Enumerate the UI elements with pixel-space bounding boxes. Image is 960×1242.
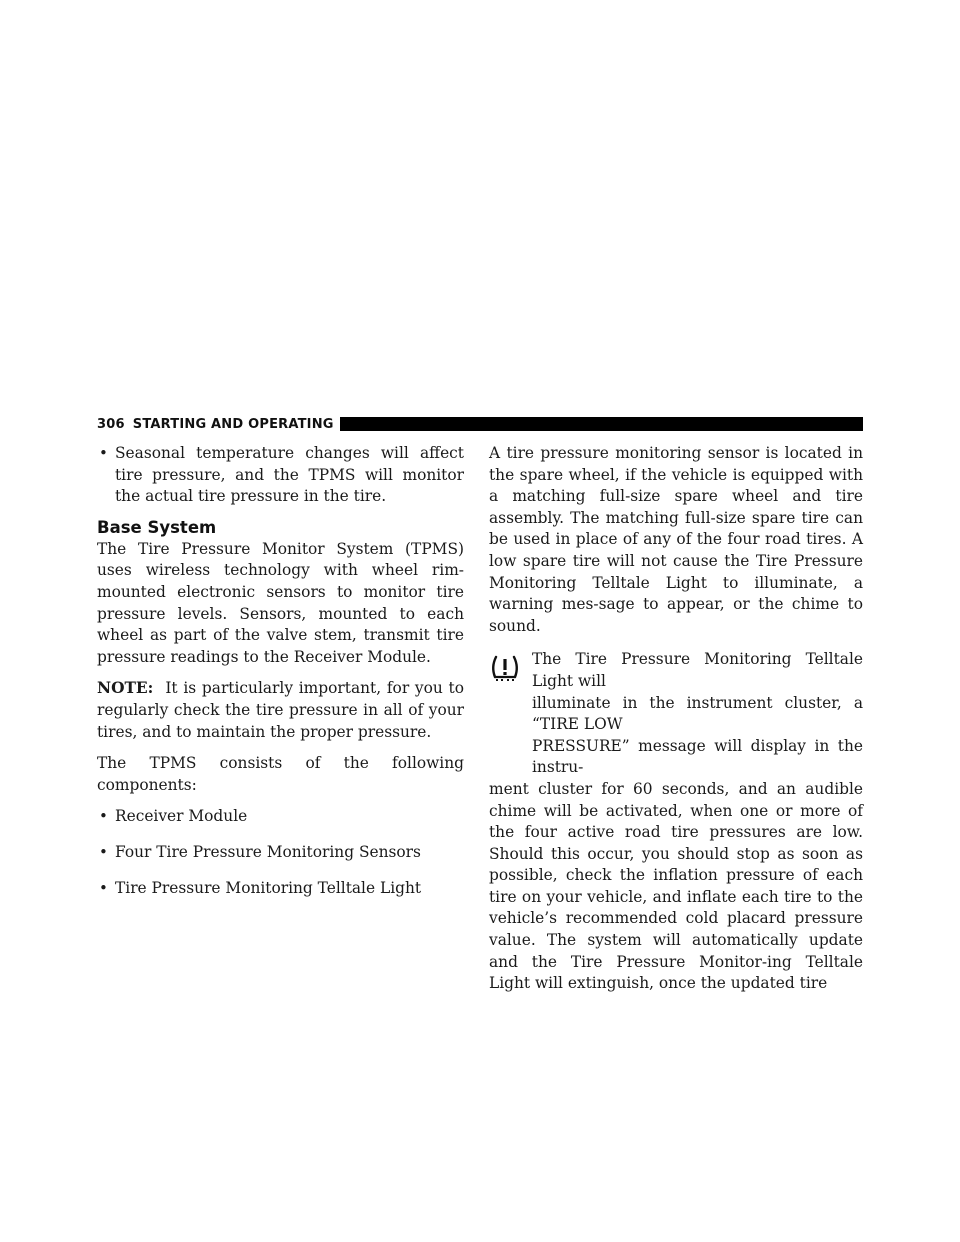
list-item xyxy=(97,806,464,828)
bullet-dot: • xyxy=(99,878,108,897)
list-item xyxy=(97,842,464,864)
bullet-dot: • xyxy=(99,807,108,826)
bullet-dot: • xyxy=(99,842,108,861)
text-line: illuminate in the instrument cluster, a “TIRE LOW xyxy=(532,693,863,734)
paragraph: The Tire Pressure Monitor System (TPMS) uses wireless technology with wheel rim-mounted electronic sensors to monitor tire pressure levels. Sensors, mounted to each wheel as part of the valve stem, transmit tire pressure readings to the Receiver Module. xyxy=(97,539,464,666)
note-text: It is particularly important, for you to regularly check the tire pressure in all of your tires, and to maintain the proper pressure. xyxy=(97,679,464,741)
paragraph: ment cluster for 60 seconds, and an audible chime will be activated, when one or more of the four active road tire pressures are low. Should this occur, you should stop as soon as possible, check the inflation pressure of each tire on your vehicle, and inflate each tire to the vehicle’s recommended cold placard pressure value. The system will automatically update and the Tire Pressure Monitor-ing Telltale Light will extinguish, once the updated tire xyxy=(489,779,863,993)
bullet-text: Receiver Module xyxy=(115,807,248,826)
section-title: STARTING AND OPERATING xyxy=(132,416,334,432)
page-header xyxy=(97,413,863,435)
bullet-dot: • xyxy=(99,444,108,462)
bullet-text: Tire Pressure Monitoring Telltale Light xyxy=(115,878,422,897)
components-intro: The TPMS consists of the following components: xyxy=(97,754,464,794)
list-item xyxy=(97,443,464,508)
bullet-text: Four Tire Pressure Monitoring Sensors xyxy=(115,842,421,861)
header-rule xyxy=(340,417,863,431)
telltale-paragraph xyxy=(489,649,863,995)
page-number: 306 xyxy=(97,416,125,432)
list-item xyxy=(97,878,464,900)
left-column xyxy=(97,443,464,899)
text-line: PRESSURE” message will display in the instru- xyxy=(532,736,863,777)
right-column xyxy=(489,443,863,995)
tpms-warning-icon xyxy=(489,655,521,683)
text-line: The Tire Pressure Monitoring Telltale Light will xyxy=(532,650,863,690)
bullet-text: Seasonal temperature changes will affect tire pressure, and the TPMS will monitor the actual tire pressure in the tire. xyxy=(115,444,464,506)
section-heading: Base System xyxy=(97,517,217,537)
note-label: NOTE: xyxy=(97,679,154,698)
paragraph: A tire pressure monitoring sensor is located in the spare wheel, if the vehicle is equipped with a matching full-size spare wheel and tire assembly. The matching full-size spare tire can be used in place of any of the four road tires. A low spare tire will not cause the Tire Pressure Monitoring Telltale Light to illuminate, a warning mes-sage to appear, or the chime to sound. xyxy=(489,444,863,635)
note-paragraph xyxy=(97,678,464,743)
